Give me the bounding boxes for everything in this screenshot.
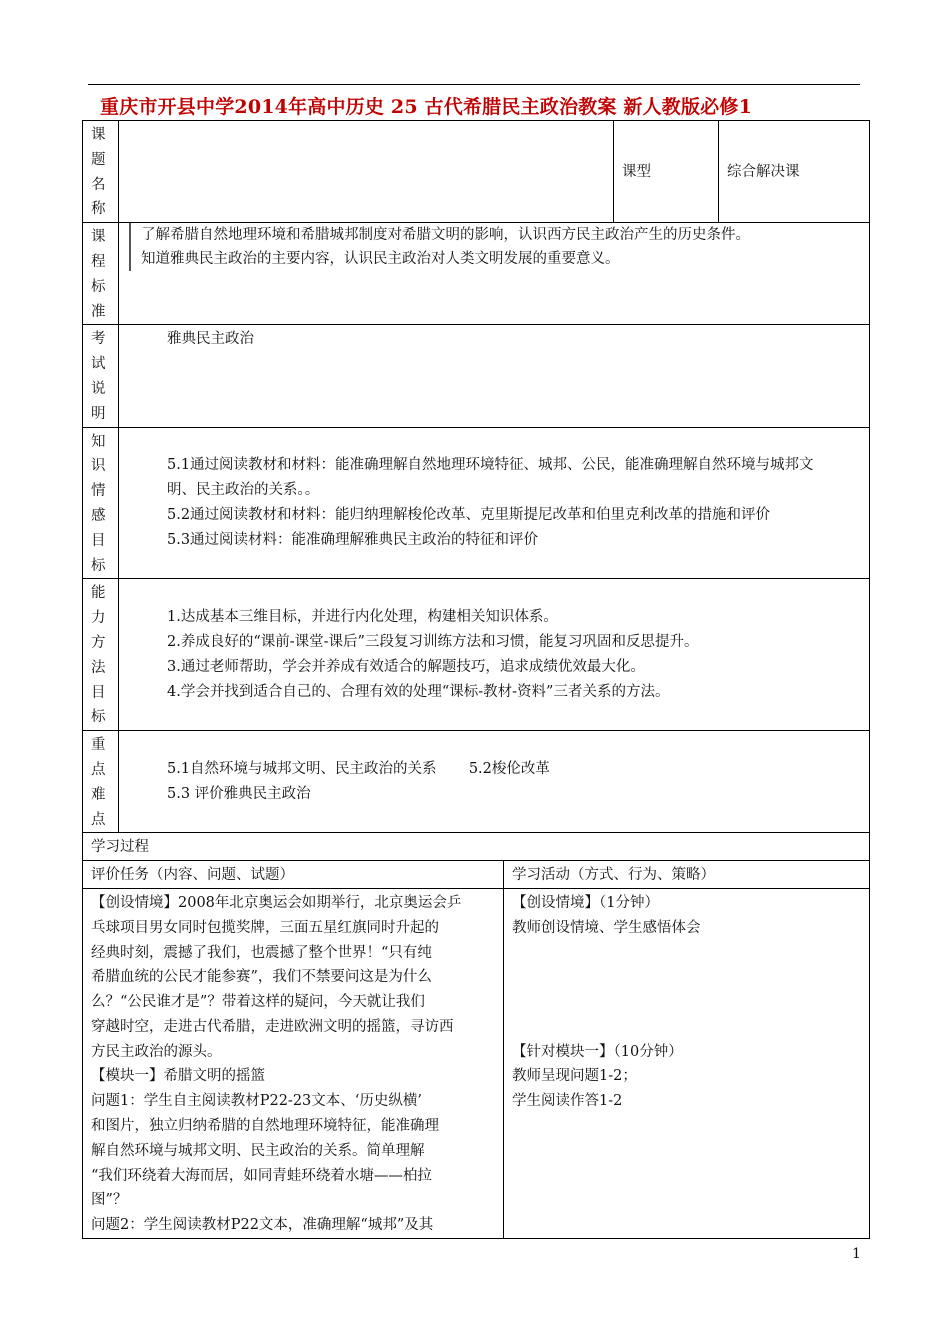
standard-line: 了解希腊自然地理环境和希腊城邦制度对希腊文明的影响，认识西方民主政治产生的历史条件。 bbox=[141, 227, 750, 244]
row-standard bbox=[83, 223, 870, 325]
key-points-content: 5.1自然环境与城邦文明、民主政治的关系 5.2梭伦改革 5.3 评价雅典民主政治 bbox=[119, 731, 870, 833]
ability-content: 1.达成基本三维目标，并进行内化处理，构建相关知识体系。 2.养成良好的“课前-课堂-课后”三段复习训练方法和习惯，能复习巩固和反思提升。 3.通过老师帮助，学会并养成有效适合的解题技巧，追求成绩优效最大化。 4.学会并找到适合自己的、合理有效的处理“课标-教材-资料”三者关系的方法。 bbox=[119, 579, 870, 731]
learning-activities: 【创设情境】（1分钟） 教师创设情境、学生感悟体会 【针对模块一】（10分钟） 教师呈现问题1-2； 学生阅读作答1-2 bbox=[504, 888, 870, 1238]
knowledge-content: 5.1通过阅读教材和材料：能准确理解自然地理环境特征、城邦、公民，能准确理解自然环境与城邦文 明、民主政治的关系。。 5.2通过阅读教材和材料：能归纳理解梭伦改革、克里斯提尼改革和伯里克利改革的措施和评价 5.3通过阅读材料：能准确理解雅典民主政治的特征和评价 bbox=[119, 427, 870, 579]
exam-content: 雅典民主政治 bbox=[119, 325, 870, 427]
label-ability: 能 力 方 法 目 标 bbox=[83, 579, 119, 731]
row-key-points bbox=[83, 731, 870, 833]
label-key-points: 重 点 难 点 bbox=[83, 731, 119, 833]
row-process-title bbox=[83, 833, 870, 861]
label-topic: 课 题 名 称 bbox=[83, 121, 119, 223]
row-ability bbox=[83, 579, 870, 731]
standard-content bbox=[119, 223, 870, 325]
label-knowledge: 知 识 情 感 目 标 bbox=[83, 427, 119, 579]
process-title: 学习过程 bbox=[83, 833, 870, 861]
page-number: 1 bbox=[852, 1246, 861, 1262]
evaluation-tasks: 【创设情境】2008年北京奥运会如期举行，北京奥运会乒 乓球项目男女同时包揽奖牌，三面五星红旗同时升起的 经典时刻，震撼了我们，也震撼了整个世界！“只有纯 希腊血统的公民才能参赛”，我们不禁要问这是为什么 么？“公民谁才是”？带着这样的疑问，今天就让我们 穿越时空，走进古代希腊，走进欧洲文明的摇篮，寻访西 方民主政治的源头。 【模块一】希腊文明的摇篮 问题1：学生自主阅读教材P22-23文本、‘历史纵横’ 和图片，独立归纳希腊的自然地理环境特征，能准确理 解自然环境与城邦文明、民主政治的关系。简单理解 “我们环绕着大海而居，如同青蛙环绕着水塘——柏拉 图”？ 问题2：学生阅读教材P22文本，准确理解“城邦”及其 bbox=[83, 888, 504, 1238]
lesson-plan-table bbox=[82, 120, 870, 1239]
row-process-headers bbox=[83, 861, 870, 889]
right-header: 学习活动（方式、行为、策略） bbox=[504, 861, 870, 889]
header-rule bbox=[88, 84, 860, 85]
left-header: 评价任务（内容、问题、试题） bbox=[83, 861, 504, 889]
row-knowledge bbox=[83, 427, 870, 579]
document-title: 重庆市开县中学2014年高中历史 25 古代希腊民主政治教案 新人教版必修1 bbox=[100, 96, 752, 118]
topic-name-cell bbox=[119, 121, 614, 223]
row-topic bbox=[83, 121, 870, 223]
standard-line: 知道雅典民主政治的主要内容，认识民主政治对人类文明发展的重要意义。 bbox=[141, 251, 620, 268]
label-exam: 考 试 说 明 bbox=[83, 325, 119, 427]
type-value: 综合解决课 bbox=[719, 121, 870, 223]
row-process-content bbox=[83, 888, 870, 1238]
label-standard: 课 程 标 准 bbox=[83, 223, 119, 325]
type-label: 课型 bbox=[614, 121, 719, 223]
row-exam bbox=[83, 325, 870, 427]
